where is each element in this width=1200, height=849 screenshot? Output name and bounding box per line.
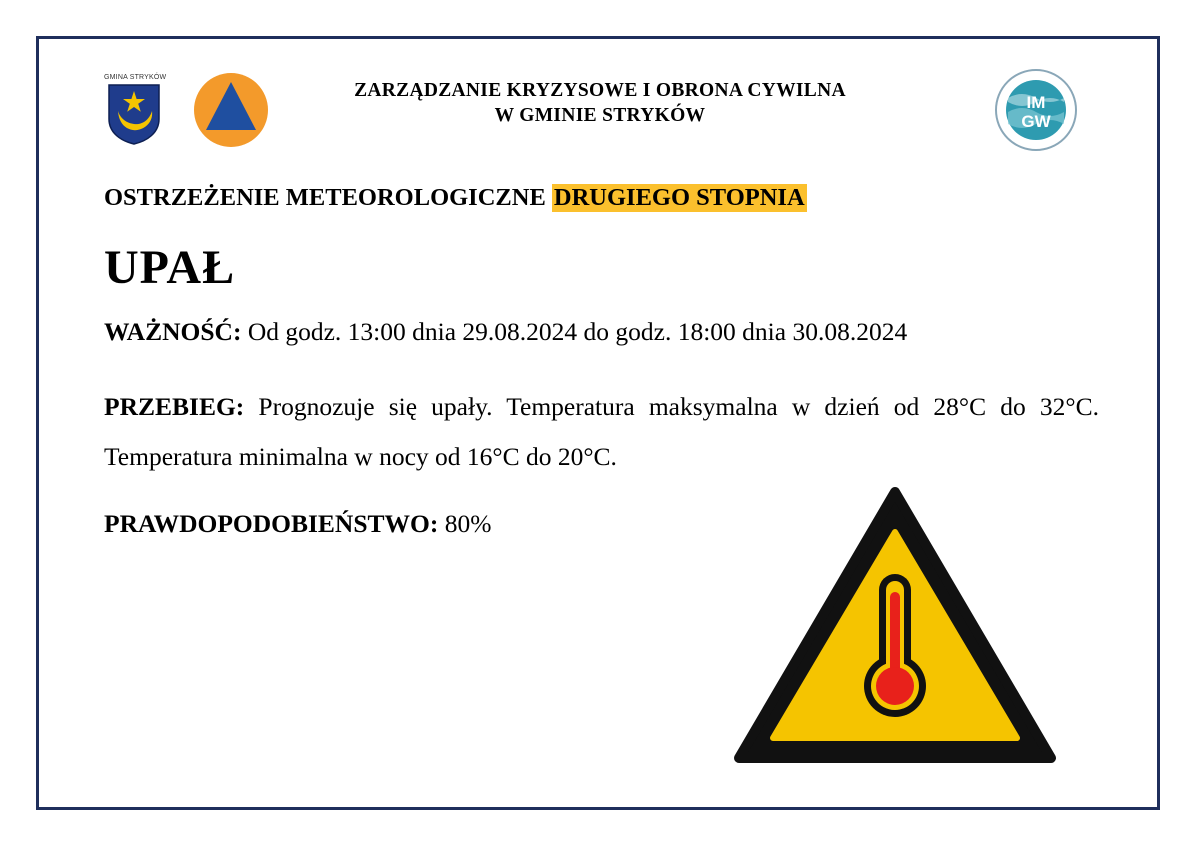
course-label: PRZEBIEG: bbox=[104, 392, 245, 421]
hazard-name: UPAŁ bbox=[104, 241, 236, 294]
gmina-coat-of-arms-icon bbox=[107, 83, 161, 145]
probability-label: PRAWDOPODOBIEŃSTWO: bbox=[104, 509, 439, 538]
probability-line bbox=[104, 509, 492, 539]
warning-level: DRUGIEGO STOPNIA bbox=[553, 184, 805, 211]
imgw-logo-text-top: IM bbox=[1026, 93, 1046, 112]
probability-value: 80% bbox=[444, 509, 492, 538]
municipality-coat-of-arms bbox=[104, 74, 167, 150]
validity-text: Od godz. 13:00 dnia 29.08.2024 do godz. 18:00 dnia 30.08.2024 bbox=[247, 317, 908, 346]
warning-title-prefix: OSTRZEŻENIE METEOROLOGICZNE bbox=[104, 184, 546, 211]
imgw-logo-icon bbox=[994, 68, 1078, 152]
course-text: Prognozuje się upały. Temperatura maksymalna w dzień od 28°C do 32°C. Temperatura minimalna w nocy od 16°C do 20°C. bbox=[104, 392, 1099, 471]
heat-warning-thermometer-icon bbox=[733, 486, 1057, 764]
validity-label: WAŻNOŚĆ: bbox=[104, 317, 242, 346]
warning-title bbox=[104, 184, 807, 212]
organization-line-1: ZARZĄDZANIE KRYZYSOWE I OBRONA CYWILNA bbox=[354, 80, 846, 101]
civil-defense-triangle-icon bbox=[193, 72, 269, 148]
organization-header bbox=[300, 78, 900, 128]
municipality-caption: GMINA STRYKÓW bbox=[104, 74, 167, 81]
imgw-logo-text-bottom: GW bbox=[1021, 112, 1051, 131]
course-paragraph bbox=[104, 382, 1099, 482]
organization-line-2: W GMINIE STRYKÓW bbox=[494, 105, 706, 126]
validity-line bbox=[104, 317, 907, 347]
